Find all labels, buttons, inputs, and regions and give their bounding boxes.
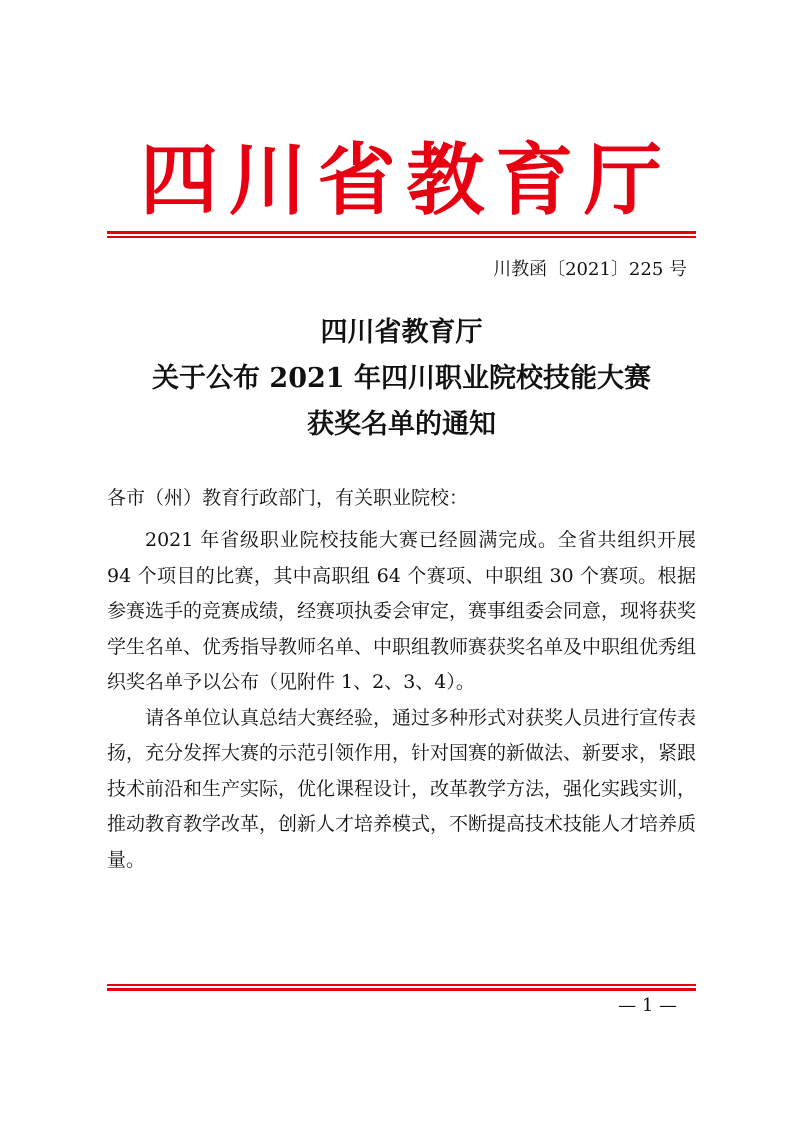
masthead-char: 省 bbox=[317, 135, 404, 226]
salutation: 各市（州）教育行政部门，有关职业院校： bbox=[107, 487, 469, 509]
title-line-2: 关于公布 2021 年四川职业院校技能大赛 bbox=[152, 363, 651, 394]
body-paragraph: 2021 年省级职业院校技能大赛已经圆满完成。全省共组织开展 94 个项目的比赛，其中高职组 64 个赛项、中职组 30 个赛项。根据参赛选手的竞赛成绩，经赛项执委会审定，赛事组委会同意，现将获奖学生名单、优秀指导教师名单、中职组教师赛获奖名单及中职组优秀组织奖名单予以公布（见附件 1、2、3、4）。 bbox=[107, 529, 697, 693]
document-title bbox=[107, 310, 696, 448]
title-line-3: 获奖名单的通知 bbox=[307, 409, 496, 440]
masthead-char: 厅 bbox=[583, 135, 670, 226]
masthead-char: 教 bbox=[406, 135, 493, 226]
red-divider-bottom bbox=[107, 988, 696, 991]
red-divider-top bbox=[107, 231, 696, 234]
body-paragraph: 请各单位认真总结大赛经验，通过多种形式对获奖人员进行宣传表扬，充分发挥大赛的示范引领作用，针对国赛的新做法、新要求，紧跟技术前沿和生产实际，优化课程设计，改革教学方法，强化实践实训，推动教育教学改革，创新人才培养模式，不断提高技术技能人才培养质量。 bbox=[107, 706, 697, 871]
masthead-title bbox=[140, 136, 670, 226]
document-body bbox=[107, 523, 696, 878]
red-divider-top-thin bbox=[107, 236, 696, 238]
masthead-char: 育 bbox=[495, 135, 582, 226]
masthead-char: 四 bbox=[140, 135, 227, 226]
masthead-char: 川 bbox=[228, 135, 315, 226]
page-number: — 1 — bbox=[618, 995, 677, 1016]
title-line-1: 四川省教育厅 bbox=[320, 317, 483, 348]
document-number: 川教函〔2021〕225 号 bbox=[493, 259, 687, 280]
red-divider-bottom-thin bbox=[107, 984, 696, 986]
